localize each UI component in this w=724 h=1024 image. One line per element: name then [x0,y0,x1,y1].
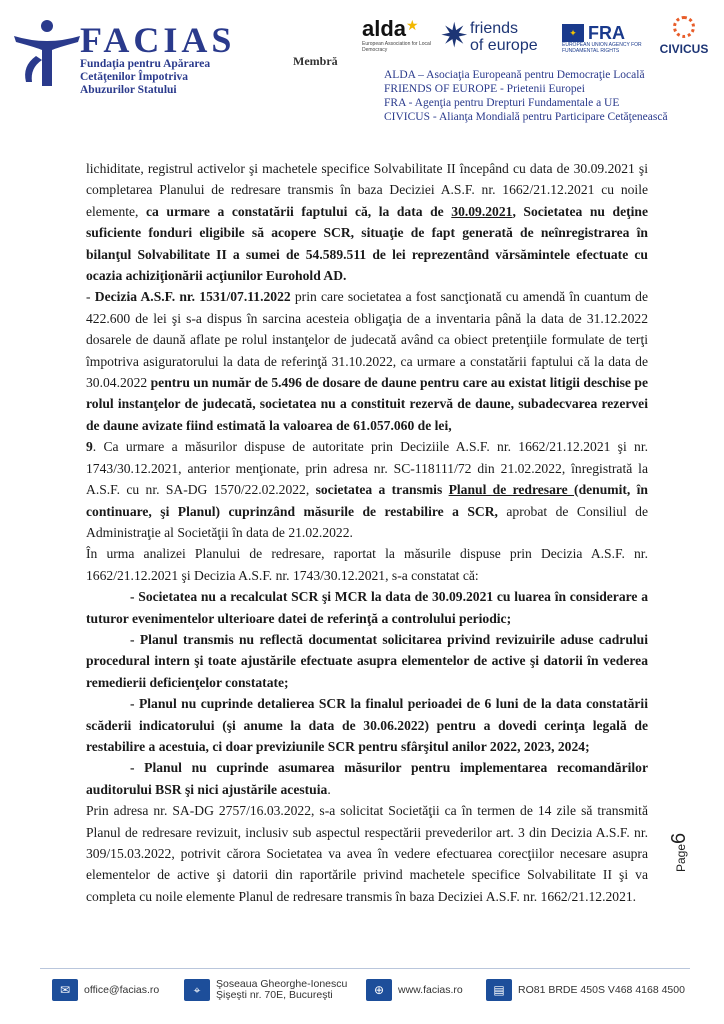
bullet-4: - Planul nu cuprinde asumarea măsurilor pentru implementarea recomandărilor auditorului BSR şi nici ajustările acestuia. [86,760,648,797]
alda-word: alda [362,16,407,41]
org-name: FACIAS [80,20,236,60]
fra-logo [562,24,644,64]
email-text[interactable]: office@facias.ro [84,983,160,996]
address-line-1: Şoseaua Gheorghe-Ionescu [216,978,348,990]
eu-flag-icon: ✦ [562,24,584,42]
paragraph-decision-1531: - Decizia A.S.F. nr. 1531/07.11.2022 prin care societatea a fost sancţionată cu amendă în cuantum de 422.600 de lei şi s-a dispus în sarcina acesteia obligaţia de a inventaria până la data de 31.12.2022 dosarele de daună aflate pe rolul instanţelor de judecată având ca obiect pretenţiile formulate de terţi împotriva asiguratorului la data de referinţă 31.10.2022, ca urmare a constatării faptului că la data de 30.04.2022 pentru un număr de 5.496 de dosare de daune pentru care au existat litigii deschise pe rolul instanţelor de judecată, societatea nu a constituit rezervă de daune, subadecvarea rezervei de daune avizate fiind estimată la valoarea de 61.057.060 de lei, [86,289,648,433]
iban-text: RO81 BRDE 450S V468 4168 4500 [518,983,685,996]
bullet-3: - Planul nu cuprinde detalierea SCR la finalul perioadei de 6 luni de la data constatării scăderii indicatorului (şi anume la data de 30.06.2022) pentru a dovedi cerinţa legală de restabilire a acestuia, ci doar previziunile SCR pentru sfârşitul anilor 2022, 2023, 2024; [86,696,648,754]
civicus-logo [654,16,714,62]
alda-logo [362,18,432,58]
member-line-4: CIVICUS - Alianţa Mondială pentru Participare Cetăţenească [384,111,668,123]
paragraph-address-2757: Prin adresa nr. SA-DG 2757/16.03.2022, s-a solicitat Societăţii ca în termen de 14 zile să transmită Planul de redresare revizuit, inclusiv sub aspectul respectării prevederilor art. 3 din Decizia A.S.F. nr. 309/15.03.2022, potrivit cărora Societatea va avea în vedere efectuarea corecţiilor necesare asupra elementelor de active şi datorii din raportările privind machetele specifice Solvabilitate II şi va completa cu noile elemente Planul de redresare transmis în baza Deciziei A.S.F. nr. 1662/21.12.2021. [86,803,648,904]
globe-icon: ⊕ [366,979,392,1001]
address-line-2: Şişeşti nr. 70E, Bucureşti [216,989,333,1001]
org-sub-line-1: Fundaţia pentru Apărarea [80,58,211,70]
org-sub-line-3: Abuzurilor Statului [80,84,177,96]
org-sub-line-2: Cetăţenilor Împotriva [80,71,189,83]
bullet-2: - Planul transmis nu reflectă documentat solicitarea privind revizuirile aduse cadrului procedural intern şi toate ajustările efectuate asupra elementelor de active şi datorii în vederea remedierii deficienţelor constatate; [86,631,648,690]
page-number-value: 6 [668,832,690,844]
page-header [0,0,724,150]
member-organizations [384,68,714,124]
footer-email[interactable] [52,978,159,1002]
star-icon: ✷ [440,18,469,55]
paragraph-continuation: lichiditate, registrul activelor şi machetele specifice Solvabilitate II începând cu data de 30.09.2021 şi completarea Planului de redresare transmis în baza Deciziei A.S.F. nr. 1662/21.12.2021 cu noile elemente, ca urmare a constatării faptului că, la data de 30.09.2021, Societatea nu deţine suficiente fonduri eligibile să acopere SCR, situaţie de fapt generată de neînregistrarea în bilanţul Solvabilitate II a sumei de 54.589.511 de lei reprezentând vărsămintele efectuate cu ocazia achiziţionării acţiunilor Eurohold AD. [86,161,648,284]
member-line-1: ALDA – Asociaţia Europeană pentru Democraţie Locală [384,69,645,81]
footer-website[interactable] [366,978,463,1002]
foe-line-1: friends [470,20,519,37]
footer-address [184,978,347,1002]
member-label: Membră [293,54,338,68]
bullet-1: - Societatea nu a recalculat SCR şi MCR la data de 30.09.2021 cu luarea în considerare a tuturor evenimentelor ulterioare datei de referinţă a controlului periodic; [86,589,648,626]
paragraph-point-9: 9. Ca urmare a măsurilor dispuse de autoritate prin Deciziile A.S.F. nr. 1662/21.12.2021 şi nr. 1743/30.12.2021, anterior menţionate, prin adresa nr. SC-118111/72 din 21.02.2022, înregistrată la A.S.F. cu nr. SA-DG 1570/22.02.2022, societatea a transmis Planul de redresare (denumit, în continuare, şi Planul) cuprinzând măsurile de restabilire a SCR, aprobat de Consiliul de Administraţie al Societăţii în data de 21.02.2022. [86,439,649,540]
civicus-word: CIVICUS [659,42,709,56]
foe-line-2: of europe [470,37,538,54]
website-text[interactable]: www.facias.ro [398,983,463,996]
page-label: Page [674,843,688,872]
civicus-circle-icon [673,16,695,38]
friends-of-europe-logo [440,18,550,60]
page-number [668,833,691,872]
fra-sub: EUROPEAN UNION AGENCY FOR FUNDAMENTAL RIGHTS [562,42,642,54]
mail-icon: ✉ [52,979,78,1001]
member-line-3: FRA - Agenţia pentru Drepturi Fundamentale a UE [384,97,620,109]
facias-logo-figure-icon [12,16,82,88]
facias-logo-text [80,22,235,97]
footer-iban [486,978,685,1002]
member-line-2: FRIENDS OF EUROPE - Prietenii Europei [384,83,585,95]
bank-card-icon: ▤ [486,979,512,1001]
star-icon: ★ [406,19,419,34]
map-pin-icon: ⌖ [184,979,210,1001]
fra-word: FRA [588,23,625,43]
paragraph-analysis: În urma analizei Planului de redresare, raportat la măsurile dispuse prin Decizia A.S.F. nr. 1662/21.12.2021 şi Decizia A.S.F. nr. 1743/30.12.2021, s-a constatat că: [86,546,648,583]
footer-divider [40,968,690,969]
document-body [86,158,648,907]
alda-sub: European Association for Local Democracy [362,41,431,53]
